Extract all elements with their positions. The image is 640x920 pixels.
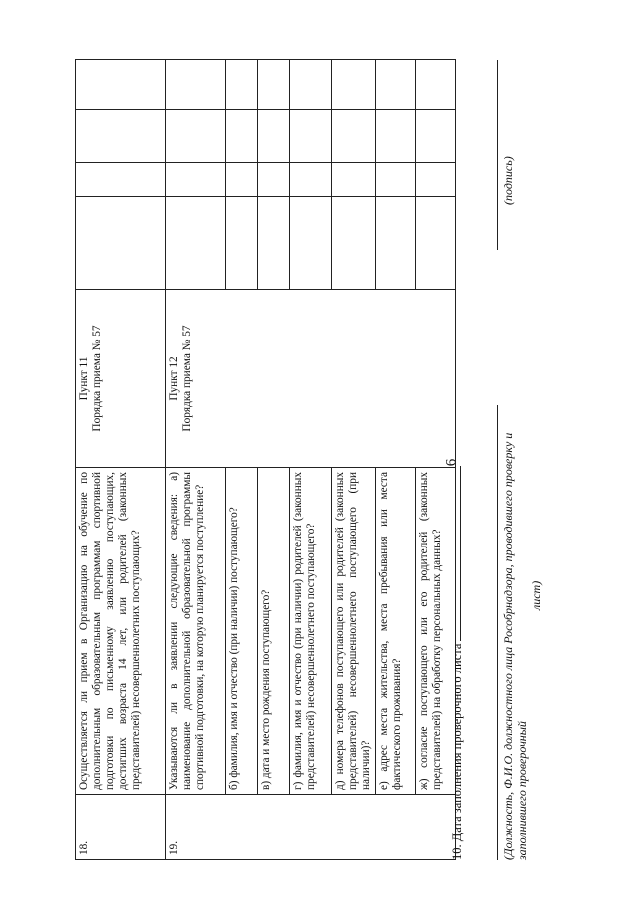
subquestion-text: б) фамилия, имя и отчество (при наличии) поступающего? — [226, 468, 258, 795]
answer-cell-yes[interactable] — [332, 197, 376, 290]
answer-cell-no[interactable] — [376, 163, 416, 197]
page-number: 6 — [443, 458, 460, 467]
row-number: 19. — [166, 795, 456, 860]
answer-cell-na[interactable] — [376, 110, 416, 163]
answer-cell-no[interactable] — [416, 163, 456, 197]
answer-cell-note[interactable] — [76, 60, 166, 110]
table-row — [76, 60, 166, 860]
answer-cell-na[interactable] — [290, 110, 332, 163]
answer-cell-yes[interactable] — [226, 197, 258, 290]
answer-cell-note[interactable] — [258, 60, 290, 110]
subquestion-text: г) фамилия, имя и отчество (при наличии) родителей (законных представителей) несовершеннолетнего поступающего? — [290, 468, 332, 795]
subquestion-text: в) дата и место рождения поступающего? — [258, 468, 290, 795]
answer-cell-no[interactable] — [258, 163, 290, 197]
answer-cell-note[interactable] — [166, 60, 226, 110]
answer-cell-yes[interactable] — [76, 197, 166, 290]
official-caption-line1: (Должность, Ф.И.О. должностного лица Рособрнадзора, проводившего проверку и заполнившего проверочный — [501, 432, 529, 860]
answer-cell-note[interactable] — [376, 60, 416, 110]
fill-date-blank[interactable] — [460, 466, 461, 641]
answer-cell-na[interactable] — [166, 110, 226, 163]
fill-date-field — [450, 466, 465, 860]
legal-reference — [166, 290, 456, 468]
answer-cell-yes[interactable] — [166, 197, 226, 290]
subquestion-text: е) адрес места жительства, места пребывания или места фактического проживания? — [376, 468, 416, 795]
answer-cell-yes[interactable] — [416, 197, 456, 290]
answer-cell-na[interactable] — [416, 110, 456, 163]
answer-cell-na[interactable] — [76, 110, 166, 163]
answer-cell-no[interactable] — [76, 163, 166, 197]
official-caption-line2: лист) — [529, 580, 543, 610]
reference-clause: Пункт 11 — [78, 356, 90, 401]
answer-cell-note[interactable] — [416, 60, 456, 110]
reference-document: Порядка приема № 57 — [181, 325, 193, 432]
answer-cell-yes[interactable] — [376, 197, 416, 290]
official-name-line[interactable] — [497, 405, 498, 860]
answer-cell-note[interactable] — [332, 60, 376, 110]
reference-clause: Пункт 12 — [168, 356, 180, 401]
fill-date-label: 10. Дата заполнения проверочного листа — [450, 643, 464, 860]
answer-cell-yes[interactable] — [290, 197, 332, 290]
answer-cell-na[interactable] — [226, 110, 258, 163]
answer-cell-no[interactable] — [166, 163, 226, 197]
answer-cell-na[interactable] — [258, 110, 290, 163]
checklist-sheet — [75, 60, 543, 860]
answer-cell-no[interactable] — [332, 163, 376, 197]
answer-cell-note[interactable] — [226, 60, 258, 110]
checklist-table — [75, 59, 456, 860]
legal-reference — [76, 290, 166, 468]
signature-caption: (подпись) — [501, 156, 515, 205]
answer-cell-note[interactable] — [290, 60, 332, 110]
official-caption — [501, 360, 543, 860]
row-number: 18. — [76, 795, 166, 860]
answer-cell-yes[interactable] — [258, 197, 290, 290]
answer-cell-na[interactable] — [332, 110, 376, 163]
question-text: Осуществляется ли прием в Организацию на обучение по дополнительным образовательным программам спортивной подготовки по письменному заявлению поступающих, достигших возраста 14 лет, или родителей (законных представителей) несовершеннолетних поступающих? — [76, 468, 166, 795]
subquestion-text: ж) согласие поступающего или его родителей (законных представителей) на обработку персональных данных? — [416, 468, 456, 795]
signature-line[interactable] — [497, 60, 498, 250]
answer-cell-no[interactable] — [226, 163, 258, 197]
table-row — [166, 60, 226, 860]
reference-document: Порядка приема № 57 — [91, 325, 103, 432]
answer-cell-no[interactable] — [290, 163, 332, 197]
subquestion-text: д) номера телефонов поступающего или родителей (законных представителей) несовершеннолетнего поступающего (при наличии)? — [332, 468, 376, 795]
question-text: Указываются ли в заявлении следующие сведения: а) наименование дополнительной образовательной программы спортивной подготовки, на которую планируется поступление? — [166, 468, 226, 795]
